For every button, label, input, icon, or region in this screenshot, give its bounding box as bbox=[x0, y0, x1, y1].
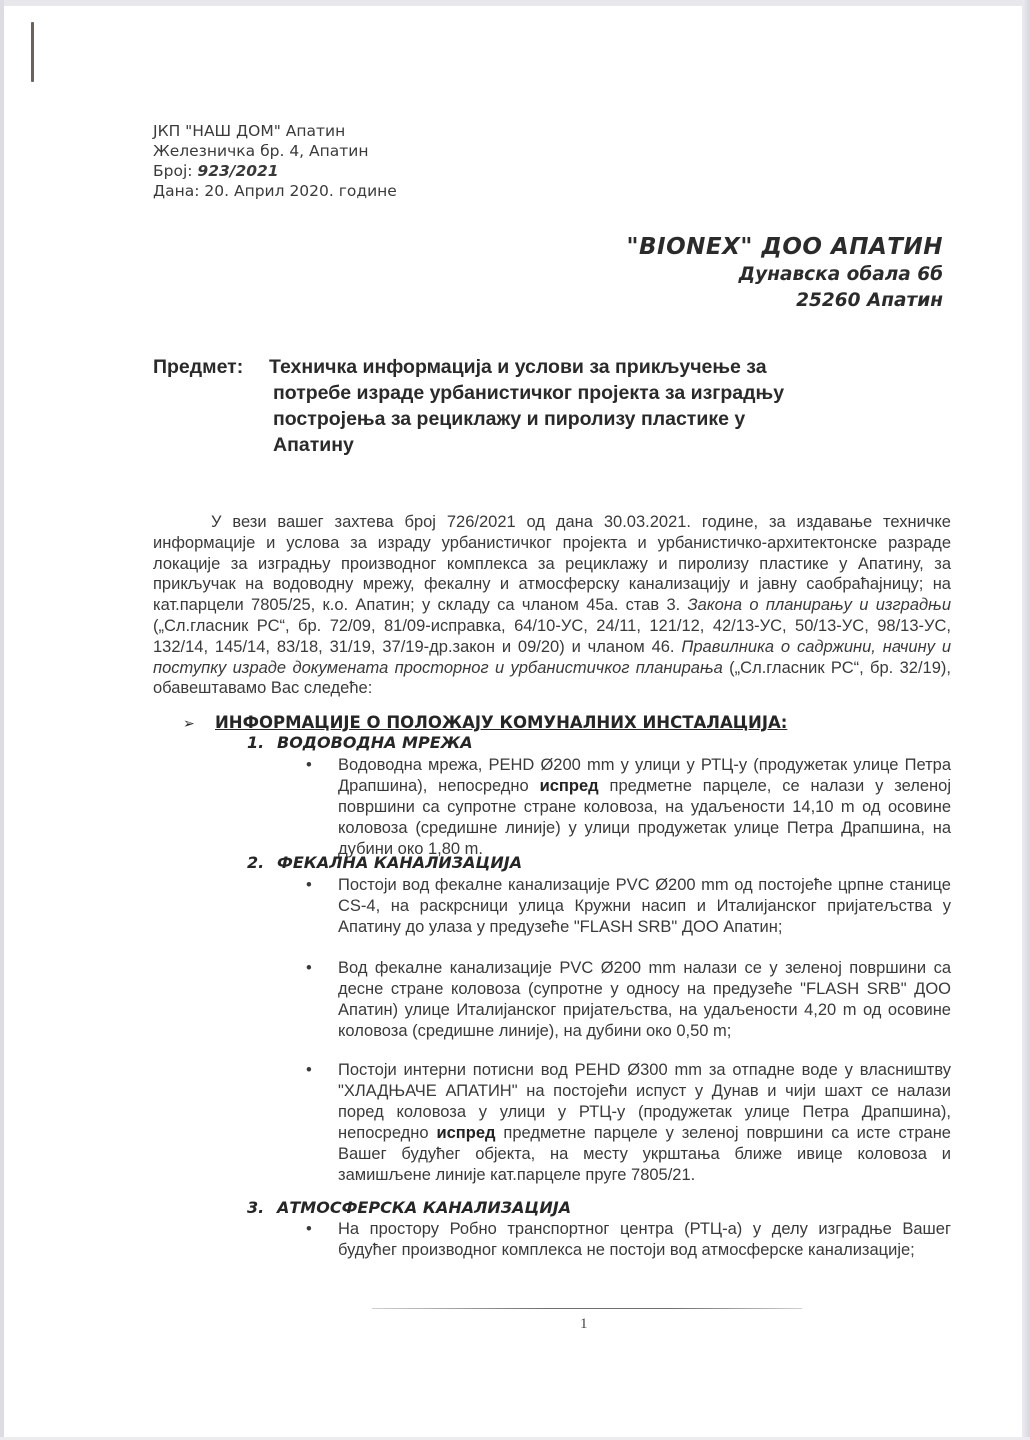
subsection-title: ВОДОВОДНА МРЕЖА bbox=[277, 733, 473, 752]
bullet-icon: • bbox=[306, 1220, 312, 1238]
footer-divider bbox=[372, 1308, 802, 1309]
intro-part-2: („Сл.гласник РС“, бр. 72/09, 81/09-исправка, 64/10-УС, 24/11, 121/12, 42/13-УС, 50/13-УС, 98/13-УС, 132/14, 145/14, 83/18, 31/19, 37/19-др.закон и 09/20) и чланом 46. bbox=[153, 616, 951, 656]
subsection-title: ФЕКАЛНА КАНАЛИЗАЦИЈА bbox=[277, 853, 523, 872]
intro-part-1: У вези вашег захтева број 726/2021 од дана 30.03.2021. године, за издавање техничке информације и услова за израду урбанистичког пројекта и урбанистичко-архитектонске разраде локације за изградњу производног комплекса за рециклажу и пиролизу пластике у Апатину, за прикључак на водоводну мрежу, фекалну и атмосферску канализацију и јавну саобраћајницу; на кат.парцели 7805/25, к.о. Апатин; у складу са чланом 45а. став 3. bbox=[153, 513, 951, 615]
rulebook-title: Правилника о садржини, начину и поступку израде докумената просторног и урбанистичког планирања bbox=[153, 637, 951, 677]
recipient-name: "BIONEX" ДОО АПАТИН bbox=[626, 234, 943, 260]
list-item bbox=[306, 1219, 951, 1261]
subject-line-1 bbox=[153, 354, 784, 380]
document-number-value: 923/2021 bbox=[197, 162, 279, 180]
subsection-number: 3. bbox=[247, 1198, 265, 1217]
list-item bbox=[306, 958, 951, 1042]
list-item bbox=[306, 1060, 951, 1186]
document-date: Дана: 20. Април 2020. године bbox=[153, 182, 397, 200]
law-title: Закона о планирању и изградњи bbox=[687, 596, 951, 615]
subsection-number: 2. bbox=[247, 853, 265, 872]
subsection-heading-water bbox=[247, 733, 473, 752]
subject-line-4: Апатину bbox=[273, 434, 354, 456]
list-item bbox=[306, 755, 951, 860]
recipient-street: Дунавска обала 6б bbox=[738, 264, 943, 285]
subsection-number: 1. bbox=[247, 733, 265, 752]
intro-part-3: („Сл.гласник РС“, бр. 32/19), обавештавамо Вас следеће: bbox=[153, 658, 951, 698]
bullet-icon: • bbox=[306, 876, 312, 894]
section-title: ИНФОРМАЦИЈЕ О ПОЛОЖАЈУ КОМУНАЛНИХ ИНСТАЛАЦИЈА: bbox=[215, 713, 788, 732]
sender-address: Железничка бр. 4, Апатин bbox=[153, 142, 369, 160]
list-item bbox=[306, 875, 951, 938]
recipient-block bbox=[627, 232, 943, 314]
document-number-label: Број: bbox=[153, 162, 193, 180]
bullet-text: Вод фекалне канализације PVC Ø200 mm налази се у зеленој површини са десне стране коловоза (супротне у односу на предузеће "FLASH SRB" ДОО Апатин) улице Италијанског пријатељства, на удаљености 4,20 m од осовине коловоза (средишне линије), на дубини око 0,50 m; bbox=[338, 959, 951, 1040]
bullet-text: Постоји вод фекалне канализације PVC Ø200 mm од постојеће црпне станице CS-4, на раскрсници улица Кружни насип и Италијанског пријатељства у Апатину до улаза у предузеће "FLASH SRB" ДОО Апатин; bbox=[338, 876, 951, 936]
bullet-text-cont: предметне парцеле, се налази у зеленој површини са супротне стране коловоза, на удаљености 14,10 m од осовине коловоза (средишне линије) у улици продужетак улице Петра Драпшина, на дубини око 1,80 m. bbox=[338, 777, 951, 858]
section-heading bbox=[183, 713, 787, 732]
subject-line-3: постројења за рециклажу и пиролизу пластике у bbox=[273, 408, 746, 430]
pen-mark bbox=[31, 22, 34, 82]
recipient-city: 25260 Апатин bbox=[796, 290, 943, 311]
subject-line-2: потребе израде урбанистичког пројекта за изградњу bbox=[273, 382, 785, 404]
subsection-title: АТМОСФЕРСКА КАНАЛИЗАЦИЈА bbox=[277, 1198, 572, 1217]
subsection-heading-storm bbox=[247, 1198, 571, 1217]
bullet-icon: • bbox=[306, 1061, 312, 1079]
page-number: 1 bbox=[580, 1316, 588, 1332]
sender-org: ЈКП "НАШ ДОМ" Апатин bbox=[153, 122, 346, 140]
sender-block bbox=[153, 121, 397, 201]
subject-block bbox=[153, 354, 784, 458]
bullet-icon: • bbox=[306, 756, 312, 774]
arrow-bullet-icon: ➢ bbox=[183, 716, 195, 732]
bullet-text: Водоводна мрежа, PEHD Ø200 mm у улици у РТЦ-у (продужетак улице Петра Драпшина), непосредно bbox=[338, 756, 951, 795]
intro-paragraph bbox=[153, 512, 951, 699]
subject-label: Предмет: bbox=[153, 356, 244, 378]
bullet-text-cont: предметне парцеле у зеленој површини са исте стране Вашег будућег објекта, на месту укрштања ближе ивице коловоза и замишљене линије кат.парцеле пруге 7805/21. bbox=[338, 1124, 951, 1184]
subject-text-1: Техничка информација и услови за прикључење за bbox=[269, 356, 767, 378]
bullet-emphasis: испред bbox=[539, 777, 599, 795]
document-number bbox=[153, 161, 397, 181]
subsection-heading-sewage bbox=[247, 853, 522, 872]
bullet-text: На простору Робно транспортног центра (РТЦ-а) у делу изградње Вашег будућег производног комплекса не постоји вод атмосферске канализације; bbox=[338, 1220, 951, 1259]
bullet-text: Постоји интерни потисни вод PEHD Ø300 mm за отпадне воде у власништву "ХЛАДЊАЧЕ АПАТИН" на постојећи испуст у Дунав и чији шахт се налази поред коловоза у улици у РТЦ-у (продужетак улице Петра Драпшина), непосредно bbox=[338, 1061, 951, 1142]
bullet-emphasis: испред bbox=[436, 1124, 496, 1142]
bullet-icon: • bbox=[306, 959, 312, 977]
scan-border-right bbox=[1022, 0, 1030, 1440]
